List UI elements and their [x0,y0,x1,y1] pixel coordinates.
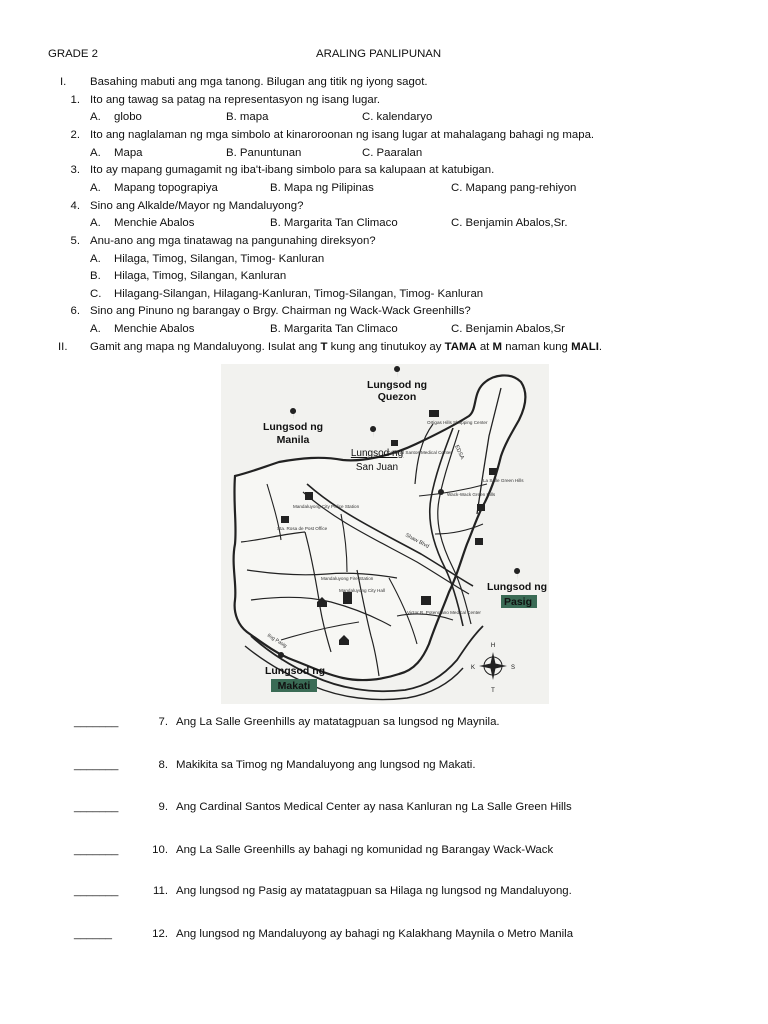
question-number: 4. [70,200,80,212]
question-number: 6. [70,305,80,317]
svg-text:Makati: Makati [277,680,311,692]
option-letter: B. [90,270,101,282]
subject-title: ARALING PANLIPUNAN [316,48,442,60]
tama-word: TAMA [444,341,477,353]
svg-text:San Juan: San Juan [355,462,399,473]
answer-blank[interactable]: _______ [74,844,119,856]
school-icon [489,468,497,475]
option-a[interactable] [90,217,194,229]
svg-text:K: K [470,665,476,671]
mall-icon [429,410,439,417]
option-letter: C. [90,288,102,300]
answer-blank[interactable]: _______ [74,716,119,728]
label-cardinal-santos: Cardinal Santos Medical Center [387,450,452,455]
building-icon [477,504,485,511]
label-police-station: Mandaluyong City Police Station [293,504,360,509]
answer-blank[interactable]: _______ [74,801,119,813]
option-c[interactable]: C. Benjamin Abalos,Sr [451,323,565,335]
svg-text:Lungsod ng: Lungsod ng [262,421,324,433]
option-text: Menchie Abalos [114,323,195,335]
option-b[interactable]: B. Mapa ng Pilipinas [270,182,374,194]
question-text: Ito ang naglalaman ng mga simbolo at kinaroroonan ng isang lugar at mahalagang bahagi ng mapa. [90,129,595,141]
label-wack-wack: Wack-Wack Green Hills [447,492,496,497]
option-a[interactable] [90,253,324,265]
option-letter: A. [90,253,101,265]
option-b[interactable] [90,270,286,282]
item-text: Ang Cardinal Santos Medical Center ay nasa Kanluran ng La Salle Green Hills [176,801,572,813]
city-hall-icon [343,592,352,604]
item-text: Ang lungsod ng Pasig ay matatagpuan sa Hilaga ng lungsod ng Mandaluyong. [176,885,572,897]
option-letter: A. [90,323,101,335]
option-text: Hilagang-Silangan, Hilagang-Kanluran, Timog-Silangan, Timog- Kanluran [114,288,484,300]
option-text: Mapang topograpiya [114,182,218,194]
false-letter: M [492,341,503,353]
svg-text:H: H [490,643,496,649]
item-number: 9. [158,801,168,813]
option-text: Hilaga, Timog, Silangan, Timog- Kanluran [114,253,325,265]
item-number: 8. [158,759,168,771]
option-a[interactable] [90,111,142,123]
part2-number: II. [58,341,68,353]
post-office-icon [281,516,289,523]
answer-blank[interactable]: _______ [74,759,119,771]
question-number: 5. [70,235,80,247]
option-b[interactable]: B. mapa [226,111,269,123]
option-a[interactable] [90,182,218,194]
shaw-label: Shaw Blvd [404,532,430,550]
svg-text:T: T [491,688,495,694]
option-c[interactable] [90,288,483,300]
river-label: Ilog Pasig [265,632,288,650]
option-text: globo [114,111,142,123]
hospital-icon [421,596,431,605]
svg-text:Lungsod ng: Lungsod ng [350,448,404,459]
option-letter: A. [90,217,101,229]
label-city-hall: Mandaluyong City Hall [339,588,385,593]
label-vr-medical: Victor R. Potenciano Medical Center [407,610,481,615]
item-text: Ang lungsod ng Mandaluyong ay bahagi ng Kalakhang Maynila o Metro Manila [176,928,574,940]
question-text: Ito ay mapang gumagamit ng iba't-ibang simbolo para sa kalupaan at katubigan. [90,164,495,176]
item-text: Makikita sa Timog ng Mandaluyong ang lungsod ng Makati. [176,759,476,771]
question-number: 3. [70,164,80,176]
svg-text:Lungsod ng: Lungsod ng [264,665,326,677]
question-text: Ito ang tawag sa patag na representasyon ng isang lugar. [90,94,381,106]
option-text: Hilaga, Timog, Silangan, Kanluran [114,270,287,282]
label-la-salle: La Salle Green Hills [483,478,524,483]
option-b[interactable]: B. Margarita Tan Climaco [270,323,398,335]
option-b[interactable]: B. Panuntunan [226,147,302,159]
svg-text:Manila: Manila [276,434,310,446]
item-number: 10. [152,844,168,856]
building-icon [475,538,483,545]
hospital-icon [391,440,398,446]
item-number: 7. [158,716,168,728]
option-c[interactable]: C. kalendaryo [362,111,433,123]
option-text: Mapa [114,147,143,159]
svg-text:S: S [510,665,516,671]
option-a[interactable] [90,147,143,159]
part2-instruction: Gamit ang mapa ng Mandaluyong. Isulat ang T kung ang tinutukoy ay TAMA at M naman kung MALI. [90,341,603,353]
pin-icon [438,489,444,495]
label-post-office: Sta. Rosa de Post Office [277,526,328,531]
option-text: Menchie Abalos [114,217,195,229]
svg-text:Pasig: Pasig [503,596,533,608]
question-text: Sino ang Alkalde/Mayor ng Mandaluyong? [90,200,304,212]
part1-number: I. [60,76,67,88]
mandaluyong-map [221,364,549,704]
option-c[interactable]: C. Benjamin Abalos,Sr. [451,217,568,229]
svg-text:Lungsod ng: Lungsod ng [366,379,428,391]
option-letter: A. [90,147,101,159]
option-letter: A. [90,182,101,194]
item-number: 11. [153,885,168,897]
option-c[interactable]: C. Paaralan [362,147,423,159]
item-number: 12. [152,928,168,940]
question-text: Anu-ano ang mga tinatawag na pangunahing direksyon? [90,235,376,247]
question-number: 1. [70,94,80,106]
answer-blank[interactable]: _______ [74,885,119,897]
part1-instruction: Basahing mabuti ang mga tanong. Bilugan ang titik ng iyong sagot. [90,76,428,88]
grade-label: GRADE 2 [48,48,99,60]
option-c[interactable]: C. Mapang pang-rehiyon [451,182,577,194]
question-number: 2. [70,129,80,141]
svg-text:Lungsod ng: Lungsod ng [486,581,548,593]
label-fire-station: Mandaluyong Fire Station [321,576,374,581]
answer-blank[interactable]: ______ [74,928,113,940]
option-letter: A. [90,111,101,123]
item-text: Ang La Salle Greenhills ay matatagpuan sa lungsod ng Maynila. [176,716,500,728]
svg-text:Quezon: Quezon [377,391,417,403]
police-icon [305,492,313,500]
item-text: Ang La Salle Greenhills ay bahagi ng komunidad ng Barangay Wack-Wack [176,844,554,856]
true-letter: T [320,341,328,353]
option-a[interactable] [90,323,194,335]
option-b[interactable]: B. Margarita Tan Climaco [270,217,398,229]
edsa-label: EDSA [453,444,465,461]
label-ortigas-hills: Ortigas Hills Shopping Center [427,420,488,425]
mali-word: MALI [571,341,599,353]
question-text: Sino ang Pinuno ng barangay o Brgy. Chairman ng Wack-Wack Greenhills? [90,305,471,317]
